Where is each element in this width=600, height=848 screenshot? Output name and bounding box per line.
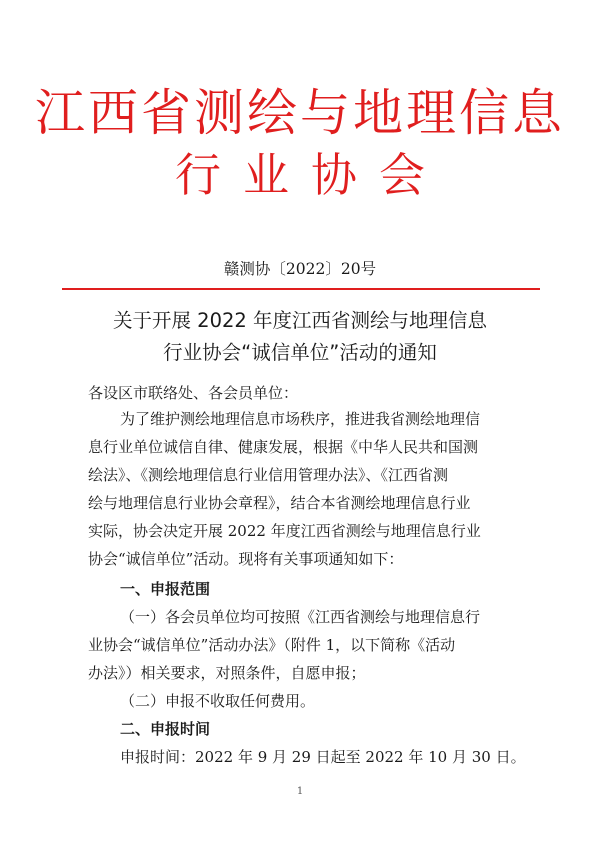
section-1-item-1-line-3: 办法》）相关要求，对照条件，自愿申报；	[88, 664, 366, 682]
section-2-text: 申报时间：2022 年 9 月 29 日起至 2022 年 10 月 30 日。	[120, 748, 526, 766]
document-title-line-2: 行业协会“诚信单位”活动的通知	[163, 341, 437, 364]
letterhead-divider	[62, 288, 540, 290]
letterhead-org-suffix: 行业协会	[175, 148, 447, 202]
section-1-item-1-line-1: （一）各会员单位均可按照《江西省测绘与地理信息行	[120, 608, 481, 626]
section-1-item-1-line-2: 业协会“诚信单位”活动办法》（附件 1，以下简称《活动	[88, 636, 456, 654]
document-number: 赣测协〔2022〕20号	[223, 260, 377, 278]
section-2-heading: 二、申报时间	[120, 720, 211, 738]
letterhead-org-name: 江西省测绘与地理信息	[35, 84, 565, 142]
intro-line-2: 息行业单位诚信自律、健康发展，根据《中华人民共和国测	[88, 438, 479, 456]
intro-line-1: 为了维护测绘地理信息市场秩序，推进我省测绘地理信	[120, 410, 481, 428]
document-title-line-1: 关于开展 2022 年度江西省测绘与地理信息	[112, 309, 488, 332]
intro-line-3: 绘法》、《测绘地理信息行业信用管理办法》、《江西省测	[88, 466, 449, 484]
section-1-item-2: （二）申报不收取任何费用。	[120, 692, 316, 710]
salutation: 各设区市联络处、各会员单位：	[88, 384, 299, 402]
page-number: 1	[296, 786, 304, 797]
intro-line-5: 实际，协会决定开展 2022 年度江西省测绘与地理信息行业	[88, 522, 481, 540]
intro-line-6: 协会“诚信单位”活动。现将有关事项通知如下：	[88, 550, 404, 568]
section-1-heading: 一、申报范围	[120, 580, 211, 598]
intro-line-4: 绘与地理信息行业协会章程》，结合本省测绘地理信息行业	[88, 494, 471, 512]
